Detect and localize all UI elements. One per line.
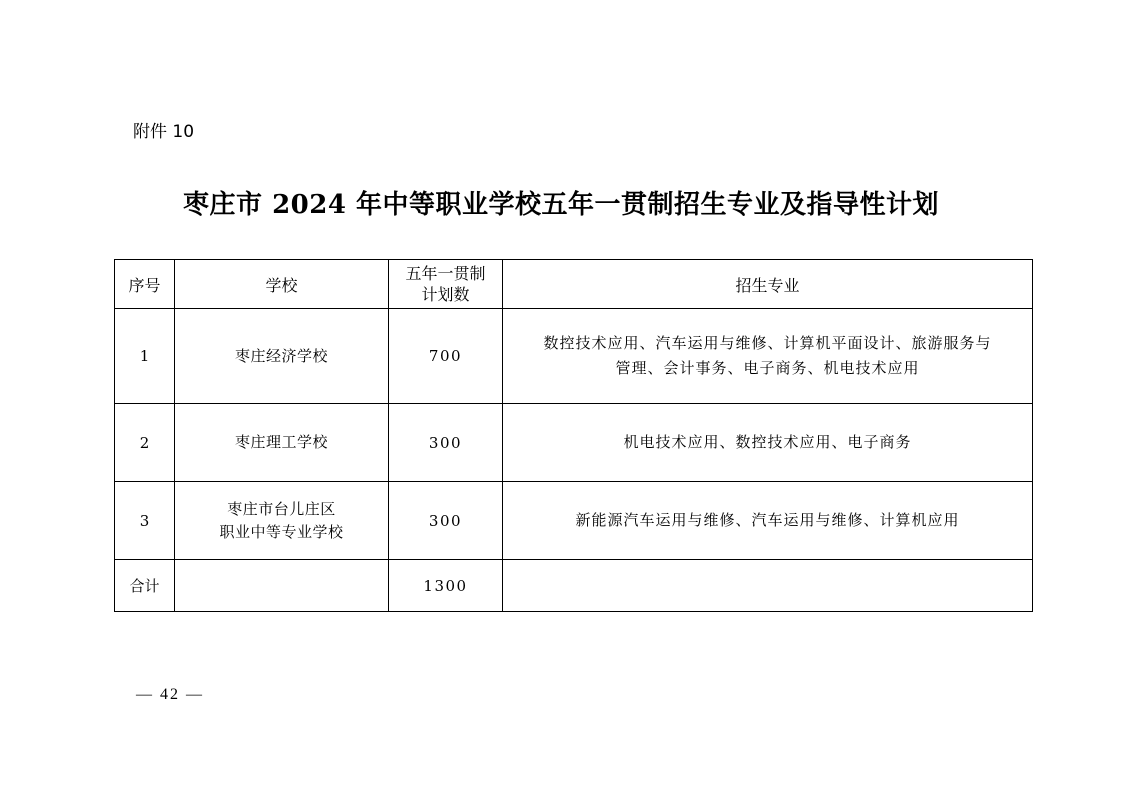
header-majors: 招生专业 [503,260,1033,309]
table-header-row [115,260,1033,309]
majors-line: 机电技术应用、数控技术应用、电子商务 [623,433,912,451]
header-plan-count-line1: 五年一贯制 [405,264,486,283]
total-majors-empty [503,560,1033,612]
row-serial-number: 1 [115,309,175,404]
school-name-line: 枣庄市台儿庄区 [227,499,336,518]
table-total-row [115,560,1033,612]
row-serial-number: 2 [115,404,175,482]
table-row [115,309,1033,404]
row-plan-count: 300 [389,482,503,560]
school-name-line: 职业中等专业学校 [219,522,344,541]
page-number: — 42 — [136,686,204,703]
header-plan-count-line2: 计划数 [421,285,470,304]
row-serial-number: 3 [115,482,175,560]
row-school-name [175,404,389,482]
majors-line: 管理、会计事务、电子商务、机电技术应用 [615,359,920,377]
row-majors [503,404,1033,482]
majors-line: 数控技术应用、汽车运用与维修、计算机平面设计、旅游服务与 [543,334,992,352]
enrollment-plan-table [114,259,1033,612]
total-school-empty [175,560,389,612]
total-label: 合计 [115,560,175,612]
row-majors [503,482,1033,560]
total-plan-count: 1300 [389,560,503,612]
table-row [115,482,1033,560]
table-row [115,404,1033,482]
header-school: 学校 [175,260,389,309]
row-school-name [175,482,389,560]
row-plan-count: 700 [389,309,503,404]
row-plan-count: 300 [389,404,503,482]
header-plan-count [389,260,503,309]
document-title: 枣庄市 2024 年中等职业学校五年一贯制招生专业及指导性计划 [183,190,939,220]
majors-line: 新能源汽车运用与维修、汽车运用与维修、计算机应用 [575,511,960,529]
header-serial-number: 序号 [115,260,175,309]
row-school-name [175,309,389,404]
school-name-line: 枣庄经济学校 [234,346,328,365]
attachment-label: 附件 10 [133,122,195,142]
row-majors [503,309,1033,404]
school-name-line: 枣庄理工学校 [234,433,328,451]
